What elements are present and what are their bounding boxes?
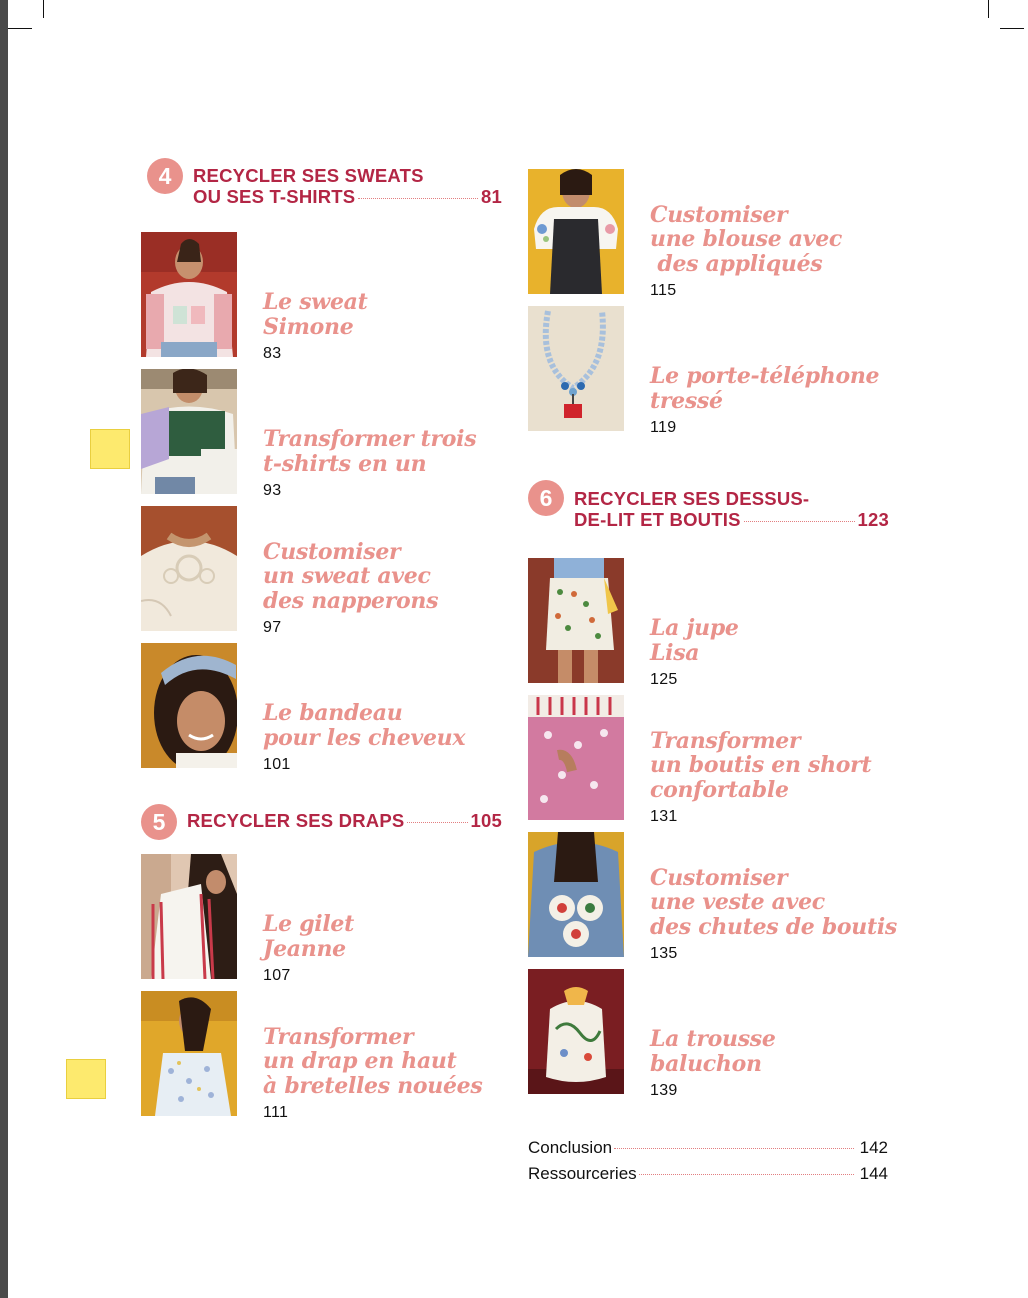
sticky-note-icon[interactable] (90, 429, 130, 469)
section-title: RECYCLER SES DESSUS- DE-LIT ET BOUTIS 123 (574, 488, 889, 530)
extra-page: 144 (859, 1164, 888, 1183)
toc-ressourceries[interactable] (528, 1164, 888, 1184)
toc-entry[interactable] (528, 558, 898, 688)
toc-entry[interactable] (528, 169, 898, 299)
entry-page: 139 (650, 1082, 678, 1099)
photo-trois-tshirts (141, 369, 237, 494)
photo-sweat-napperons (141, 506, 237, 631)
entry-page: 101 (263, 756, 291, 773)
photo-bandeau (141, 643, 237, 768)
extra-page: 142 (859, 1138, 888, 1157)
section-4-header[interactable] (147, 158, 502, 207)
crop-mark (8, 28, 32, 29)
entry-page: 119 (650, 419, 677, 436)
entry-page: 107 (263, 967, 291, 984)
crop-mark (43, 0, 44, 18)
toc-entry[interactable] (141, 854, 511, 984)
entry-page: 93 (263, 482, 282, 499)
section-title: RECYCLER SES DRAPS 105 (187, 810, 502, 831)
entry-page: 125 (650, 671, 678, 688)
photo-blouse-appliques (528, 169, 624, 294)
toc-entry[interactable] (141, 232, 511, 362)
toc-entry[interactable] (528, 832, 898, 962)
entry-page: 111 (263, 1104, 289, 1121)
entry-title: Le sweat Simone (263, 289, 368, 340)
sticky-note-icon[interactable] (66, 1059, 106, 1099)
toc-entry[interactable] (141, 369, 511, 499)
entry-page: 115 (650, 282, 677, 299)
photo-short-boutis (528, 695, 624, 820)
entry-page: 135 (650, 945, 678, 962)
section-title: RECYCLER SES SWEATS OU SES T-SHIRTS 81 (193, 165, 502, 207)
extra-label: Ressourceries (528, 1164, 637, 1183)
toc-entry[interactable] (141, 991, 511, 1121)
toc-entry[interactable] (528, 306, 898, 436)
toc-entry[interactable] (528, 695, 898, 825)
entry-page: 83 (263, 345, 282, 362)
photo-haut-bretelles (141, 991, 237, 1116)
section-page: 105 (470, 810, 502, 831)
section-number: 4 (147, 158, 183, 194)
entry-title: Le bandeau pour les cheveux (263, 700, 466, 751)
section-6-header[interactable] (528, 480, 889, 530)
entry-title: La jupe Lisa (650, 615, 739, 666)
crop-mark (1000, 28, 1024, 29)
toc-entry[interactable] (528, 969, 898, 1099)
entry-title: Customiser un sweat avec des napperons (263, 538, 439, 614)
photo-veste-boutis (528, 832, 624, 957)
photo-jupe-lisa (528, 558, 624, 683)
section-page: 123 (857, 509, 889, 530)
entry-page: 131 (650, 808, 678, 825)
entry-title: Customiser une blouse avec des appliqués (650, 201, 843, 277)
entry-title: Le gilet Jeanne (263, 911, 354, 962)
section-page: 81 (481, 186, 502, 207)
crop-mark (988, 0, 989, 18)
entry-page: 97 (263, 619, 282, 636)
entry-title: Le porte-téléphone tressé (650, 363, 880, 414)
extra-label: Conclusion (528, 1138, 613, 1157)
entry-title: Transformer un drap en haut à bretelles nouées (263, 1023, 483, 1099)
entry-title: Transformer trois t-shirts en un (263, 426, 477, 477)
photo-gilet-jeanne (141, 854, 237, 979)
entry-title: Transformer un boutis en short confortable (650, 727, 872, 803)
toc-entry[interactable] (141, 643, 511, 773)
section-number: 5 (141, 804, 177, 840)
entry-title: Customiser une veste avec des chutes de boutis (650, 864, 898, 940)
photo-sweat-simone (141, 232, 237, 357)
section-number: 6 (528, 480, 564, 516)
toc-entry[interactable] (141, 506, 511, 636)
section-5-header[interactable] (141, 804, 502, 840)
entry-title: La trousse baluchon (650, 1026, 776, 1077)
toc-conclusion[interactable] (528, 1138, 888, 1158)
photo-trousse-baluchon (528, 969, 624, 1094)
photo-porte-telephone (528, 306, 624, 431)
toc-page (8, 0, 1028, 1298)
